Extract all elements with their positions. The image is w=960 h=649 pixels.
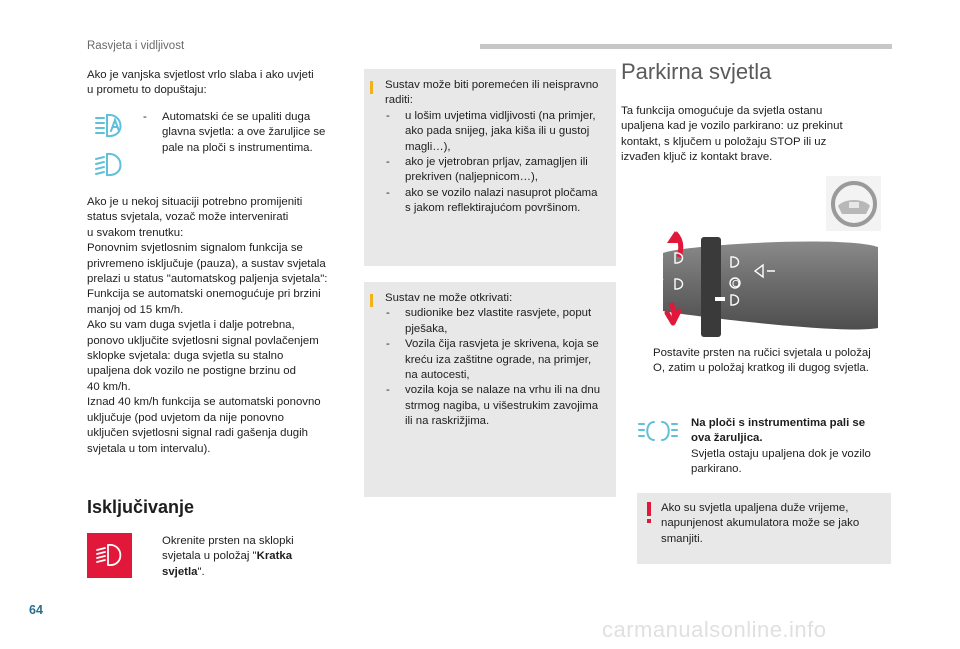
light-stalk-illustration — [643, 223, 883, 340]
warning-box-battery: Ako su svjetla upaljena duže vrijeme, napunjenost akumulatora može se jako smanjiti. — [637, 493, 891, 564]
note-box-detection-limits: Sustav ne može otkrivati: - sudionike bez vlastite rasvjete, poput pješaka, - Vozila čija rasvjeta je skrivena, koja se kreću iza zaštitne ograde, na primjer, na autocesti, - vozila koja se nalaze na vrhu ili na dnu strmog nagiba, u višestrukim zavojima ili na raskrižjima. — [364, 282, 616, 497]
low-beam-icon — [94, 151, 128, 184]
list-item: - ako se vozilo nalazi nasuprot pločama s jakom reflektirajućom površinom. — [385, 186, 610, 217]
list-item: - Vozila čija rasvjeta je skrivena, koja se kreću iza zaštitne ograde, na primjer, na autocesti, — [385, 337, 610, 383]
header-rule — [480, 44, 892, 49]
list-item: - ako je vjetrobran prljav, zamagljen ili prekriven (naljepnicom…), — [385, 155, 610, 186]
auto-headlamp-description: - Automatski će se upaliti duga glavna svjetla: a ove žaruljice se pale na ploči s instrumentima. — [143, 111, 326, 154]
section-header-title: Rasvjeta i vidljivost — [87, 40, 185, 52]
page-number: 64 — [29, 603, 43, 617]
note-icon — [370, 81, 373, 94]
indicator-description: Na ploči s instrumentima pali se ova žaruljica. Svjetla ostaju upaljena dok je vozilo parkirano. — [691, 417, 871, 476]
section-title-parking-lights: Parkirna svjetla — [621, 59, 772, 84]
intro-line: u prometu to dopuštaju: — [87, 84, 207, 97]
list-item: - vozila koja se nalaze na vrhu ili na dnu strmog nagiba, u višestrukim zavojima ili na raskrižjima. — [385, 383, 610, 429]
parking-instruction: Postavite prsten na ručici svjetala u položaj O, zatim u položaj kratkog ili dugog svjetla. — [653, 347, 871, 375]
stalk-position-label: O — [732, 279, 740, 290]
intro-line: Ako je vanjska svjetlost vrlo slaba i ako uvjeti — [87, 69, 314, 81]
section-title-switch-off: Isključivanje — [87, 497, 195, 517]
override-description: Ako je u nekoj situaciji potrebno promijeniti status svjetala, vozač može intervenirati u svakom trenutku: Ponovnim svjetlosnim signalom funkcija se privremeno isključuje (pauza), a sustav svjetala prelazi u status "automatskog paljenja svjetala": Funkcija se automatski onemogućuje pri brzini manjoj od 15 km/h. Ako su vam duga svjetla i dalje potrebna, ponovo uključite svjetlosni signal povlačenjem sklopke svjetala: duga svjetla su stalno upaljena dok vozilo ne postigne brzinu od 40 km/h. Iznad 40 km/h funkcija se automatski ponovno uključuje (pod uvjetom da nije ponovno uključen svjetlosni signal radi gašenja dugih svjetala u tom intervalu). — [87, 196, 328, 455]
headlamp-auto-icon — [94, 112, 128, 145]
note-box-malfunction: Sustav može biti poremećen ili neispravno raditi: - u lošim uvjetima vidljivosti (na primjer, ako pada snijeg, jaka kiša ili u gustoj magli…), - ako je vjetrobran prljav, zamagljen ili prekriven (naljepnicom…), - ako se vozilo nalazi nasuprot pločama s jakom reflektirajućom površinom. — [364, 69, 616, 266]
list-item: - sudionike bez vlastite rasvjete, poput pješaka, — [385, 306, 610, 337]
intro-text — [87, 68, 349, 99]
warning-icon — [647, 502, 651, 516]
parking-lights-indicator-icon — [637, 420, 679, 447]
note-icon — [370, 294, 373, 307]
list-item: - u lošim uvjetima vidljivosti (na primjer, ako pada snijeg, jaka kiša ili u gustoj magli…), — [385, 109, 610, 155]
watermark: carmanualsonline.info — [602, 617, 827, 642]
parking-description: Ta funkcija omogućuje da svjetla ostanu upaljena kad je vozilo parkirano: uz prekinut kontakt, s ključem u položaju STOP ili uz izvađen ključ iz kontakt brave. — [621, 105, 843, 164]
switch-off-instruction: Okrenite prsten na sklopki svjetala u položaj "Kratka svjetla". — [162, 535, 294, 578]
low-beam-icon — [87, 533, 132, 578]
